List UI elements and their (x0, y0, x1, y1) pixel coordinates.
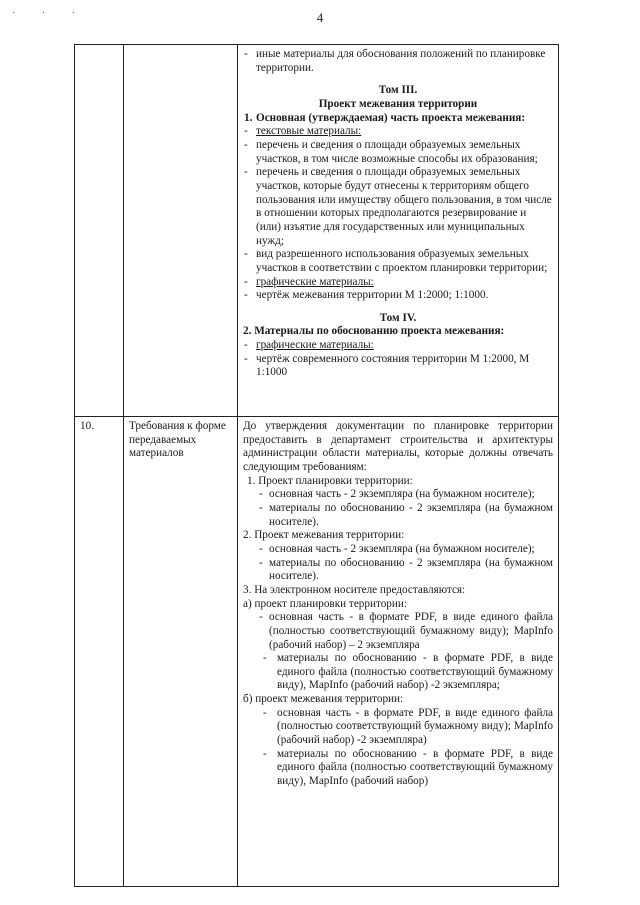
volume-title: Том III. (378, 84, 418, 97)
list-item: - графические материалы: (244, 275, 374, 288)
subsection-title: б) проект межевания территории: (243, 693, 404, 706)
volume-title: Том IV. (379, 311, 417, 324)
table-row (75, 417, 559, 887)
row-content-cell (238, 417, 559, 887)
list-item: - основная часть - 2 экземпляра (на бумажном носителе); (259, 542, 535, 555)
subsection-title: 2. Проект межевания территории: (243, 529, 405, 542)
row-content-cell (238, 45, 559, 417)
list-item: - чертёж современного состояния территории М 1:2000, М 1:1000 (244, 352, 530, 379)
row-number-cell: 10. (75, 417, 124, 887)
list-item: - материалы по обоснованию - 2 экземпляра (на бумажном носителе). (259, 556, 553, 583)
section-heading: 2. Материалы по обоснованию проекта межевания: (243, 325, 505, 338)
list-item: - иные материалы для обоснования положений по планировке территории. (244, 48, 546, 74)
list-item: - материалы по обоснованию - в формате PDF, в виде единого файла (полностью соответствующий бумажному виду), MapInfo (рабочий набор) (263, 747, 553, 788)
list-item: - текстовые материалы: (244, 125, 362, 138)
list-item: - основная часть - в формате PDF, в виде единого файла (полностью соответствующий бумажному виду); MapInfo (рабочий набор) – 2 экземпляра (259, 611, 553, 651)
row-number-cell (75, 45, 124, 417)
list-item: - основная часть - 2 экземпляра (на бумажном носителе); (259, 488, 535, 501)
row-label-cell: Требования к форме передаваемых материалов (124, 417, 238, 887)
list-item: - основная часть - в формате PDF, в виде единого файла (полностью соответствующий бумажному виду); MapInfo (рабочий набор) -2 экземпляра) (263, 706, 553, 747)
subsection-title: 3. На электронном носителе предоставляются: (243, 583, 466, 596)
subsection-title: 1. Проект планировки территории: (247, 474, 413, 487)
corner-marks: · · · (12, 8, 87, 19)
volume-subtitle: Проект межевания территории (318, 97, 478, 110)
subsection-title: а) проект планировки территории: (243, 597, 407, 610)
requirements-table (74, 44, 559, 887)
list-item: - материалы по обоснованию - в формате PDF, в виде единого файла (полностью соответствующий бумажному виду), MapInfo (рабочий набор) -2 экземпляра; (263, 652, 553, 692)
section-heading: 1. Основная (утверждаемая) часть проекта межевания: (244, 111, 526, 124)
list-item: - чертёж межевания территории М 1:2000; 1:1000. (244, 289, 489, 302)
list-item: - материалы по обоснованию - 2 экземпляра (на бумажном носителе). (259, 501, 553, 528)
list-item: - перечень и сведения о площади образуемых земельных участков, которые будут отнесены к территориям общего пользования или имуществу общего пользования, в том числе в отношении которых предполагаются резервирование и (или) изъятие для государственных или муниципальных нужд; (244, 166, 552, 247)
table-row (75, 45, 559, 417)
list-item: - графические материалы: (244, 339, 374, 352)
row-label-cell (124, 45, 238, 417)
page-number: 4 (316, 10, 324, 25)
list-item: - вид разрешенного использования образуемых земельных участков в соответствии с проектом планировки территории; (244, 248, 548, 274)
intro-paragraph: До утверждения документации по планировке территории предоставить в департамент строительства и архитектуры администрации области материалы, которые должны отвечать следующим требованиям: (243, 420, 553, 473)
list-item: - перечень и сведения о площади образуемых земельных участков, в том числе возможные способы их образования; (244, 138, 538, 165)
